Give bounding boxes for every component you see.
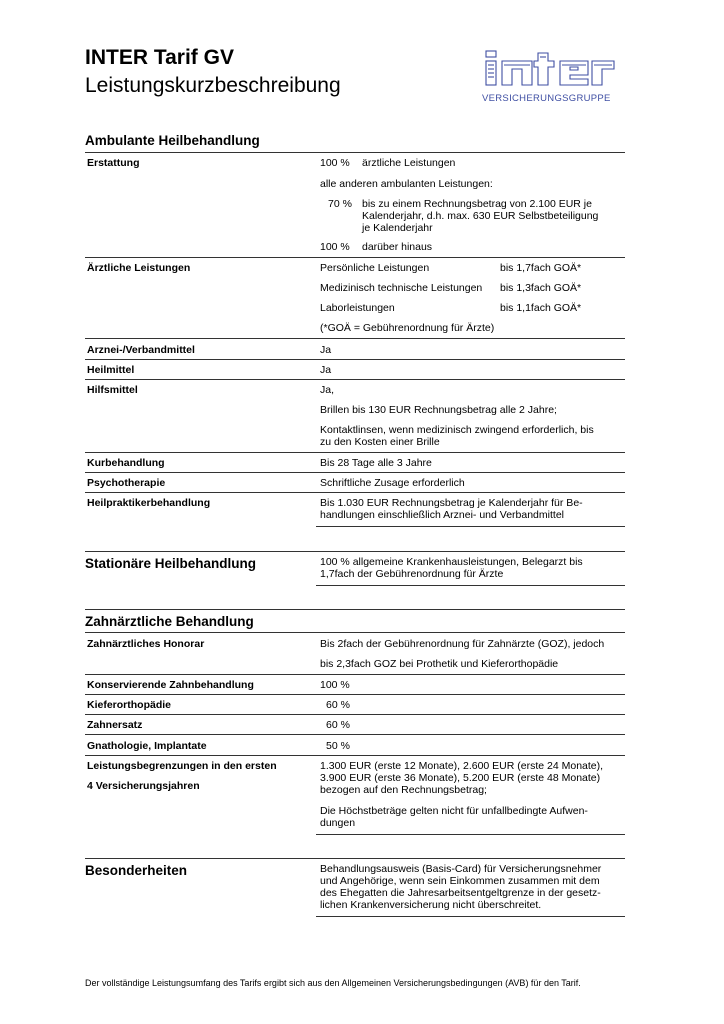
divider [85,609,625,610]
besonder-text-3: des Ehegatten die Jahresarbeitsentgeltgrenze in der gesetz- [320,887,601,899]
label-aerztliche-leistungen: Ärztliche Leistungen [87,262,191,274]
label-kurbehandlung: Kurbehandlung [87,457,165,469]
label-arznei: Arznei-/Verbandmittel [87,344,195,356]
divider [85,472,625,473]
besonder-text-2: und Angehörige, wenn sein Einkommen zusammen mit dem [320,875,600,887]
section-heading-zahn: Zahnärztliche Behandlung [85,614,254,629]
inter-logo [482,49,618,105]
divider [85,551,625,552]
divider [316,916,625,917]
label-psychotherapie: Psychotherapie [87,477,166,489]
aerztlich-row-name: Medizinisch technische Leistungen [320,282,483,294]
label-leistungsbegrenzung-2: 4 Versicherungsjahren [87,780,200,792]
divider [85,694,625,695]
divider [85,674,625,675]
honorar-text-2: bis 2,3fach GOZ bei Prothetik und Kieferorthopädie [320,658,559,670]
begrenzung-text-5: dungen [320,817,356,829]
divider [85,492,625,493]
erstattung-text-3: darüber hinaus [362,241,433,253]
divider [316,834,625,835]
besonder-text-4: lichen Krankenversicherung nicht überschreitet. [320,899,542,911]
honorar-text-1: Bis 2fach der Gebührenordnung für Zahnärzte (GOZ), jedoch [320,638,605,650]
value-psychotherapie: Schriftliche Zusage erforderlich [320,477,465,489]
label-gnathologie: Gnathologie, Implantate [87,740,207,752]
value-heilmittel: Ja [320,364,332,376]
goae-footnote: (*GOÄ = Gebührenordnung für Ärzte) [320,322,495,334]
label-erstattung: Erstattung [87,157,140,169]
value-kurbehandlung: Bis 28 Tage alle 3 Jahre [320,457,432,469]
hilfsmittel-text-2: Brillen bis 130 EUR Rechnungsbetrag alle 2 Jahre; [320,404,557,416]
divider [85,152,625,153]
begrenzung-text-3: bezogen auf den Rechnungsbetrag; [320,784,487,796]
erstattung-text-2a: bis zu einem Rechnungsbetrag von 2.100 EUR je [362,198,592,210]
hilfsmittel-text-1: Ja, [320,384,335,396]
logo-tagline: VERSICHERUNGSGRUPPE [482,93,611,104]
label-kieferorthopaedie: Kieferorthopädie [87,699,172,711]
erstattung-text-2c: je Kalenderjahr [362,222,433,234]
besonder-text-1: Behandlungsausweis (Basis-Card) für Versicherungsnehmer [320,863,602,875]
label-heilpraktiker: Heilpraktikerbehandlung [87,497,211,509]
value-arznei: Ja [320,344,332,356]
divider [85,379,625,380]
hilfsmittel-text-3a: Kontaktlinsen, wenn medizinisch zwingend erforderlich, bis [320,424,594,436]
aerztlich-row-value: bis 1,1fach GOÄ* [500,302,582,314]
erstattung-text-2b: Kalenderjahr, d.h. max. 630 EUR Selbstbeteiligung [362,210,599,222]
label-zahnaerztliches-honorar: Zahnärztliches Honorar [87,638,205,650]
value-gnathologie: 50 % [326,740,350,752]
value-konservierend: 100 % [320,679,350,691]
erstattung-pct-3: 100 % [320,241,350,253]
divider [85,734,625,735]
section-heading-besonderheiten: Besonderheiten [85,863,188,878]
label-hilfsmittel: Hilfsmittel [87,384,138,396]
label-leistungsbegrenzung-1: Leistungsbegrenzungen in den ersten [87,760,277,772]
begrenzung-text-1: 1.300 EUR (erste 12 Monate), 2.600 EUR (erste 24 Monate), [320,760,604,772]
aerztlich-row-name: Persönliche Leistungen [320,262,430,274]
erstattung-text-1: ärztliche Leistungen [362,157,456,169]
divider [85,359,625,360]
document-subtitle: Leistungskurzbeschreibung [85,74,341,97]
document-title: INTER Tarif GV [85,46,234,69]
divider [85,338,625,339]
divider [85,714,625,715]
section-heading-ambulant: Ambulante Heilbehandlung [85,133,260,148]
hilfsmittel-text-3b: zu den Kosten einer Brille [320,436,440,448]
divider [85,452,625,453]
aerztlich-row-name: Laborleistungen [320,302,395,314]
label-konservierend: Konservierende Zahnbehandlung [87,679,254,691]
footer-note: Der vollständige Leistungsumfang des Tarifs ergibt sich aus den Allgemeinen Versicherungsbedingungen (AVB) für den Tarif. [85,978,581,988]
value-zahnersatz: 60 % [326,719,350,731]
erstattung-pct-1: 100 % [320,157,350,169]
label-heilmittel: Heilmittel [87,364,135,376]
divider [85,858,625,859]
section-heading-stationaer: Stationäre Heilbehandlung [85,556,257,571]
value-kieferorthopaedie: 60 % [326,699,350,711]
aerztlich-row-value: bis 1,3fach GOÄ* [500,282,582,294]
divider [316,585,625,586]
stationaer-text-2: 1,7fach der Gebührenordnung für Ärzte [320,568,504,580]
aerztlich-row-value: bis 1,7fach GOÄ* [500,262,582,274]
begrenzung-text-4: Die Höchstbeträge gelten nicht für unfallbedingte Aufwen- [320,805,588,817]
erstattung-intro: alle anderen ambulanten Leistungen: [320,178,493,190]
divider [85,257,625,258]
stationaer-text-1: 100 % allgemeine Krankenhausleistungen, Belegarzt bis [320,556,583,568]
divider [316,526,625,527]
divider [85,632,625,633]
label-zahnersatz: Zahnersatz [87,719,143,731]
begrenzung-text-2: 3.900 EUR (erste 36 Monate), 5.200 EUR (erste 48 Monate) [320,772,601,784]
heilpraktiker-text-2: handlungen einschließlich Arznei- und Verbandmittel [320,509,564,521]
heilpraktiker-text-1: Bis 1.030 EUR Rechnungsbetrag je Kalenderjahr für Be- [320,497,583,509]
divider [85,755,625,756]
erstattung-pct-2: 70 % [328,198,352,210]
